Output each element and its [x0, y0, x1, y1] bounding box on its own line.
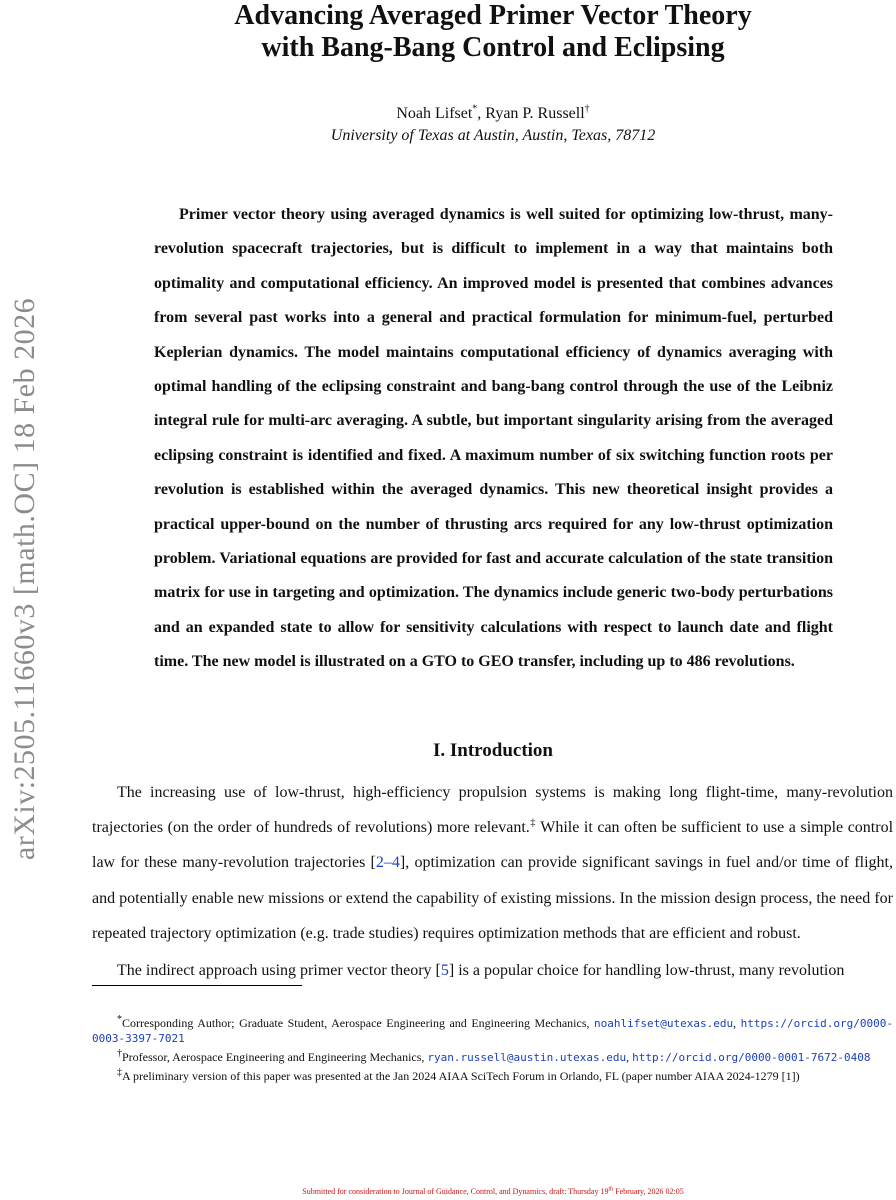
- footnote-mark: †: [117, 1048, 122, 1059]
- abstract-text: Primer vector theory using averaged dynamics is well suited for optimizing low-thrust, many-revolution spacecraft trajectories, but is difficult to implement in a way that maintains both optimality and computational efficiency. An improved model is presented that combines advances from several past works into a general and practical formulation for minimum-fuel, perturbed Keplerian dynamics. The model maintains computational efficiency of dynamics averaging with optimal handling of the eclipsing constraint and bang-bang control through the use of the Leibniz integral rule for multi-arc averaging. A subtle, but important singularity arising from the averaged eclipsing constraint is identified and fixed. A maximum number of six switching function roots per revolution is established within the averaged dynamics. This new theoretical insight provides a practical upper-bound on the number of thrusting arcs required for any low-thrust optimization problem. Variational equations are provided for fast and accurate calculation of the state transition matrix for use in targeting and optimization. The dynamics include generic two-body perturbations and an expanded state to allow for sensitivity calculations with respect to launch date and flight time. The new model is illustrated on a GTO to GEO transfer, including up to 486 revolutions.: [154, 206, 833, 671]
- orcid-link[interactable]: http://orcid.org/0000-0001-7672-0408: [632, 1051, 871, 1064]
- submission-text-b: February, 2026 02:05: [613, 1187, 684, 1196]
- para1-text-a: The increasing use of low-thrust, high-efficiency propulsion systems is making long flight-time, many-revolution trajectories (on the order of hundreds of revolutions) more relevant.: [92, 784, 893, 837]
- para1-text-c: ], optimization can provide significant savings in fuel and/or time of flight, and potentially enable new missions or extend the capability of existing missions. In the mission design process, the need for repeated trajectory optimization (e.g. trade studies) requires optimization methods that are efficient and robust.: [92, 854, 893, 942]
- footnotes: [92, 1016, 893, 1084]
- email-link[interactable]: noahlifset@utexas.edu: [594, 1017, 734, 1030]
- author-lifset: Noah Lifset: [396, 105, 473, 122]
- para2-text-a: The indirect approach using primer vector theory [: [117, 962, 441, 979]
- para2-text-b: ] is a popular choice for handling low-thrust, many revolution: [448, 962, 845, 979]
- paper-title: [140, 0, 846, 64]
- author-lifset-footnote-mark: *: [472, 103, 478, 115]
- section-heading-introduction: I. Introduction: [432, 740, 553, 761]
- intro-paragraph-2: [92, 953, 893, 988]
- title-line-1: Advancing Averaged Primer Vector Theory: [234, 0, 752, 31]
- orcid-link[interactable]: https://orcid.org/0000-0003-3397-7021: [92, 1017, 893, 1045]
- para1-footnote-mark: ‡: [529, 817, 536, 829]
- para1-text-b: While it can often be sufficient to use a simple control law for these many-revolution trajectories [: [92, 819, 894, 872]
- footnote-preliminary-version: [92, 1069, 893, 1084]
- footnote-separator: ,: [626, 1050, 630, 1064]
- submission-text-a: Submitted for consideration to Journal of Guidance, Control, and Dynamics, draft: Thursday 19: [302, 1187, 609, 1196]
- submission-date-suffix: th: [608, 1186, 614, 1193]
- intro-paragraph-1: [92, 775, 893, 951]
- arxiv-identifier-stamp: arXiv:2505.11660v3 [math.OC] 18 Feb 2026: [8, 297, 41, 861]
- footnote-text: Corresponding Author; Graduate Student, Aerospace Engineering and Engineering Mechanics,: [122, 1016, 595, 1030]
- footnote-text: Professor, Aerospace Engineering and Engineering Mechanics,: [122, 1050, 428, 1064]
- citation-link[interactable]: 5: [440, 962, 449, 979]
- footnote-corresponding-author: [92, 1016, 893, 1046]
- author-list: [160, 104, 826, 124]
- author-russell-footnote-mark: †: [584, 103, 590, 115]
- citation-link[interactable]: 2–4: [375, 854, 400, 872]
- abstract: [154, 198, 833, 680]
- title-line-2: with Bang-Bang Control and Eclipsing: [261, 32, 725, 63]
- footnote-professor: [92, 1050, 893, 1065]
- footnote-divider: [92, 985, 302, 986]
- affiliation: University of Texas at Austin, Austin, Texas, 78712: [330, 127, 656, 144]
- footnote-separator: ,: [733, 1016, 737, 1030]
- footnote-text: A preliminary version of this paper was presented at the Jan 2024 AIAA SciTech Forum in Orlando, FL (paper number AIAA 2024-1279 [1]): [122, 1069, 800, 1083]
- footnote-mark: *: [117, 1014, 122, 1025]
- email-link[interactable]: ryan.russell@austin.utexas.edu: [427, 1051, 627, 1064]
- footnote-mark: ‡: [117, 1067, 122, 1078]
- submission-notice: [160, 1187, 826, 1196]
- author-separator: ,: [477, 105, 486, 122]
- author-russell: Ryan P. Russell: [485, 105, 585, 122]
